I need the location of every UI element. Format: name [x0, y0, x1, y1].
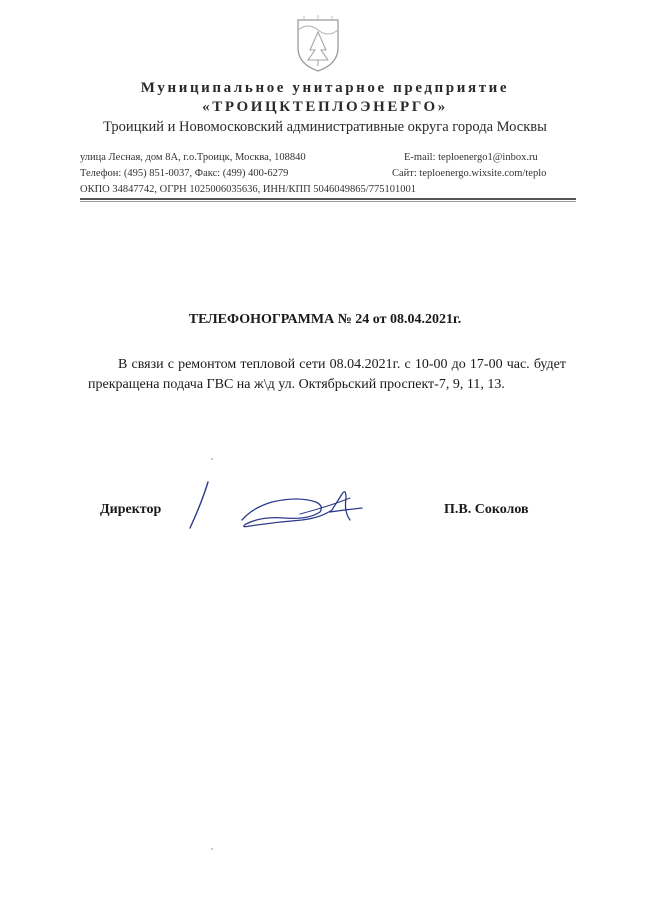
- body-paragraph: В связи с ремонтом тепловой сети 08.04.2021г. с 10-00 до 17-00 час. будет прекращена подача ГВС на ж\д ул. Октябрьский проспект-7, 9, 11, 13.: [88, 357, 566, 392]
- scan-speck: [211, 458, 213, 460]
- organization-name: «ТРОИЦКТЕПЛОЭНЕРГО»: [202, 99, 448, 115]
- contact-address: улица Лесная, дом 8А, г.о.Троицк, Москва, 108840: [80, 152, 306, 163]
- contact-registration-ids: ОКПО 34847742, ОГРН 1025006035636, ИНН/КПП 5046049865/775101001: [80, 184, 416, 195]
- coat-of-arms-icon: [294, 14, 342, 74]
- contact-website: Сайт: teploenergo.wixsite.com/teplo: [392, 168, 547, 179]
- scan-speck: [211, 848, 213, 850]
- contact-email: E-mail: teploenergo1@inbox.ru: [404, 152, 538, 163]
- organization-region: Троицкий и Новомосковский административные округа города Москвы: [103, 119, 547, 135]
- organization-type: Муниципальное унитарное предприятие: [140, 80, 510, 96]
- signatory-position: Директор: [100, 502, 162, 517]
- signatory-name: П.В. Соколов: [444, 502, 529, 517]
- document-title: ТЕЛЕФОНОГРАММА № 24 от 08.04.2021г.: [188, 312, 462, 327]
- header-divider: [80, 198, 576, 200]
- header-divider-thin: [80, 201, 576, 202]
- document-body: [88, 355, 566, 395]
- handwritten-signature-icon: [180, 472, 370, 538]
- contact-phone: Телефон: (495) 851-0037, Факс: (499) 400-6279: [80, 168, 289, 179]
